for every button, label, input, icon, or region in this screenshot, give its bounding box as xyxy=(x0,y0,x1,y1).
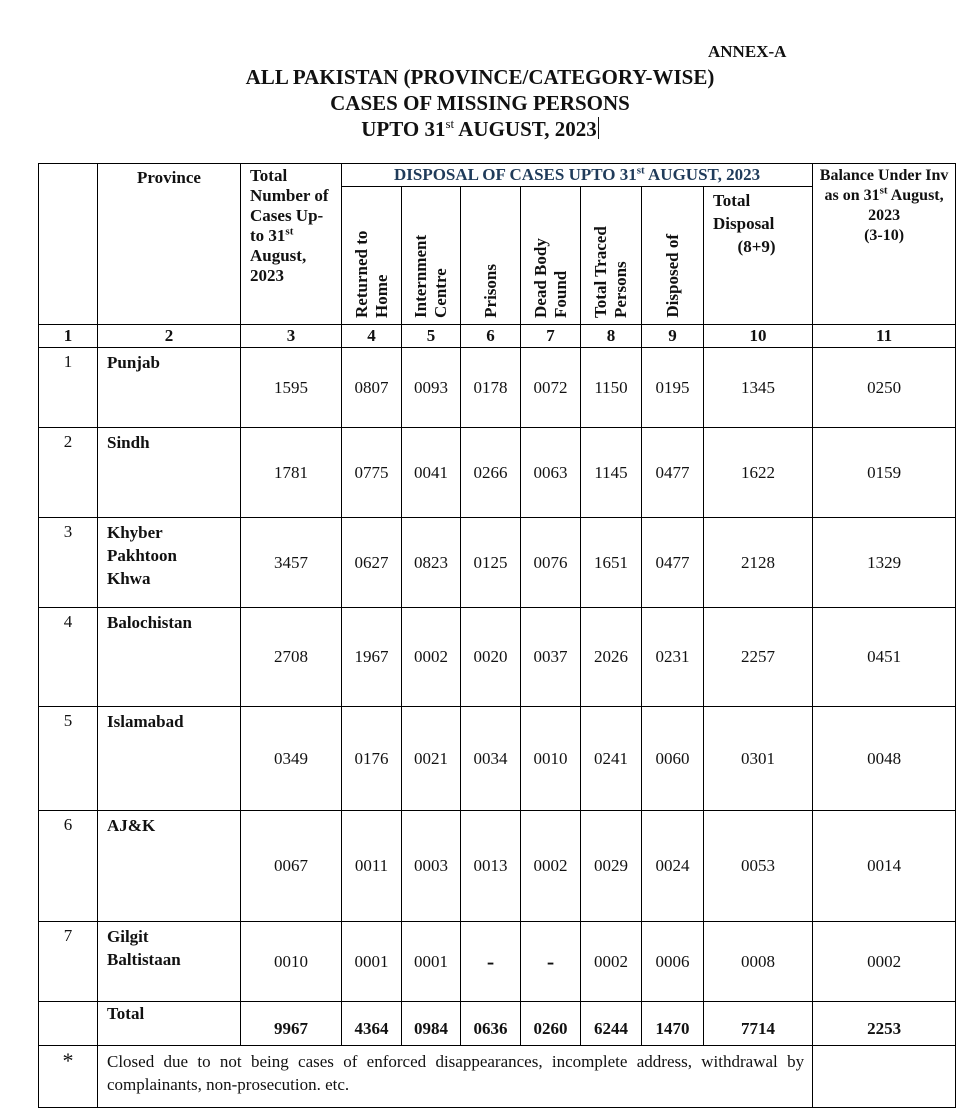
note-text: Closed due to not being cases of enforced disappearances, incomplete address, withdrawal by complainants, non-prosecution. etc. xyxy=(98,1046,813,1108)
cell-dead-body: 0072 xyxy=(521,348,581,428)
cell-internment: 0093 xyxy=(402,348,461,428)
header-total-disposal xyxy=(704,187,813,325)
header-total-cases-pre: Total Number of Cases Up-to 31 xyxy=(250,166,329,245)
row-province: Punjab xyxy=(98,348,241,428)
cell-internment: 0021 xyxy=(402,707,461,811)
cell-traced: 0002 xyxy=(581,922,642,1002)
column-number: 10 xyxy=(704,325,813,348)
title-line-3 xyxy=(0,116,960,142)
title-line-3-post: AUGUST, 2023 xyxy=(454,117,597,141)
header-disposed-of-cell xyxy=(642,187,704,325)
row-province: AJ&K xyxy=(98,811,241,922)
cell-traced: 0241 xyxy=(581,707,642,811)
column-number: 2 xyxy=(98,325,241,348)
cell-disposed: 0195 xyxy=(642,348,704,428)
header-total-disposal-sub: (8+9) xyxy=(737,237,776,256)
cell-dead-body: 0037 xyxy=(521,608,581,707)
row-province: Balochistan xyxy=(98,608,241,707)
cell-internment: 0002 xyxy=(402,608,461,707)
cell-balance: 0159 xyxy=(813,428,956,518)
cell-total-disposal: 1345 xyxy=(704,348,813,428)
header-disposal-title xyxy=(342,164,813,187)
total-prisons: 0636 xyxy=(461,1002,521,1046)
header-province: Province xyxy=(98,164,241,325)
cell-prisons: 0125 xyxy=(461,518,521,608)
missing-persons-table xyxy=(38,163,956,1108)
note-marker: * xyxy=(39,1046,98,1108)
table-row xyxy=(39,608,956,707)
row-sno: 4 xyxy=(39,608,98,707)
cell-internment: 0003 xyxy=(402,811,461,922)
row-sno: 2 xyxy=(39,428,98,518)
cell-internment: 0001 xyxy=(402,922,461,1002)
title-line-2: CASES OF MISSING PERSONS xyxy=(330,91,630,115)
table-row xyxy=(39,922,956,1002)
total-traced: 6244 xyxy=(581,1002,642,1046)
cell-disposed: 0477 xyxy=(642,518,704,608)
header-disposal-post: AUGUST, 2023 xyxy=(644,165,761,184)
cell-balance: 0451 xyxy=(813,608,956,707)
cell-disposed: 0231 xyxy=(642,608,704,707)
column-number: 3 xyxy=(241,325,342,348)
header-disposal-sup: st xyxy=(636,164,645,177)
cell-total-disposal: 0053 xyxy=(704,811,813,922)
column-number: 1 xyxy=(39,325,98,348)
row-sno: 6 xyxy=(39,811,98,922)
cell-internment: 0823 xyxy=(402,518,461,608)
row-sno: 1 xyxy=(39,348,98,428)
cell-total-disposal: 2257 xyxy=(704,608,813,707)
header-balance-pre: Balance Under Inv as on 31 xyxy=(819,167,949,204)
cell-disposed: 0477 xyxy=(642,428,704,518)
document-title xyxy=(0,64,960,142)
header-returned: Returned to Home xyxy=(351,230,391,318)
title-line-3-sup: st xyxy=(445,116,455,131)
cell-returned: 0176 xyxy=(342,707,402,811)
header-internment-cell xyxy=(402,187,461,325)
cell-dead-body: 0010 xyxy=(521,707,581,811)
total-balance: 2253 xyxy=(813,1002,956,1046)
cell-dead-body: 0063 xyxy=(521,428,581,518)
header-total-cases-post: August, 2023 xyxy=(250,246,307,285)
cell-balance: 0002 xyxy=(813,922,956,1002)
cell-total: 0067 xyxy=(241,811,342,922)
cell-returned: 0775 xyxy=(342,428,402,518)
header-prisons: Prisons xyxy=(480,264,500,318)
cell-total: 2708 xyxy=(241,608,342,707)
cell-internment: 0041 xyxy=(402,428,461,518)
note-empty-cell xyxy=(813,1046,956,1108)
cell-balance: 0250 xyxy=(813,348,956,428)
column-number: 5 xyxy=(402,325,461,348)
cell-prisons: - xyxy=(461,922,521,1002)
cell-total: 1595 xyxy=(241,348,342,428)
header-total-cases-sup: st xyxy=(285,225,294,238)
header-disposal-pre: DISPOSAL OF CASES UPTO 31 xyxy=(393,165,637,184)
row-sno: 3 xyxy=(39,518,98,608)
header-sno xyxy=(39,164,98,325)
cell-traced: 1150 xyxy=(581,348,642,428)
cell-total-disposal: 0301 xyxy=(704,707,813,811)
column-number: 7 xyxy=(521,325,581,348)
header-balance-sub: (3-10) xyxy=(864,227,905,244)
cell-total: 1781 xyxy=(241,428,342,518)
cell-dead-body: 0002 xyxy=(521,811,581,922)
title-line-3-pre: UPTO 31 xyxy=(361,117,446,141)
title-line-1: ALL PAKISTAN (PROVINCE/CATEGORY-WISE) xyxy=(245,65,715,89)
header-row-1 xyxy=(39,164,956,187)
total-total-disposal: 7714 xyxy=(704,1002,813,1046)
annex-label: ANNEX-A xyxy=(708,42,787,61)
row-sno: 5 xyxy=(39,707,98,811)
header-total-traced: Total Traced Persons xyxy=(591,226,630,318)
total-disposed: 1470 xyxy=(642,1002,704,1046)
cell-traced: 0029 xyxy=(581,811,642,922)
header-total-traced-cell xyxy=(581,187,642,325)
header-disposed-of: Disposed of xyxy=(662,234,682,318)
cell-prisons: 0178 xyxy=(461,348,521,428)
header-internment: Internment Centre xyxy=(411,234,450,318)
table-row xyxy=(39,428,956,518)
table-row xyxy=(39,811,956,922)
cell-total-disposal: 1622 xyxy=(704,428,813,518)
cell-traced: 1145 xyxy=(581,428,642,518)
column-number: 6 xyxy=(461,325,521,348)
cell-balance: 0014 xyxy=(813,811,956,922)
header-total-disposal-label: Total Disposal xyxy=(713,191,775,233)
cell-returned: 0011 xyxy=(342,811,402,922)
cell-prisons: 0266 xyxy=(461,428,521,518)
cell-traced: 1651 xyxy=(581,518,642,608)
cell-prisons: 0034 xyxy=(461,707,521,811)
row-province: Gilgit Baltistaan xyxy=(98,922,241,1002)
cell-balance: 1329 xyxy=(813,518,956,608)
row-province: Khyber Pakhtoon Khwa xyxy=(98,518,241,608)
column-number: 9 xyxy=(642,325,704,348)
cell-returned: 0627 xyxy=(342,518,402,608)
cell-prisons: 0020 xyxy=(461,608,521,707)
total-row xyxy=(39,1002,956,1046)
cell-disposed: 0060 xyxy=(642,707,704,811)
cell-total-disposal: 0008 xyxy=(704,922,813,1002)
cell-dead-body: 0076 xyxy=(521,518,581,608)
cell-total: 0010 xyxy=(241,922,342,1002)
total-returned: 4364 xyxy=(342,1002,402,1046)
cell-disposed: 0006 xyxy=(642,922,704,1002)
cell-prisons: 0013 xyxy=(461,811,521,922)
cell-total: 3457 xyxy=(241,518,342,608)
cell-returned: 1967 xyxy=(342,608,402,707)
header-balance-post: August, 2023 xyxy=(868,187,944,224)
cell-total-disposal: 2128 xyxy=(704,518,813,608)
row-sno: 7 xyxy=(39,922,98,1002)
total-label: Total xyxy=(98,1002,241,1046)
table-row xyxy=(39,348,956,428)
header-total-cases xyxy=(241,164,342,325)
cell-traced: 2026 xyxy=(581,608,642,707)
cell-total: 0349 xyxy=(241,707,342,811)
total-cases: 9967 xyxy=(241,1002,342,1046)
text-cursor xyxy=(598,117,599,139)
total-dead-body: 0260 xyxy=(521,1002,581,1046)
cell-dead-body: - xyxy=(521,922,581,1002)
row-province: Sindh xyxy=(98,428,241,518)
column-number: 8 xyxy=(581,325,642,348)
table-row xyxy=(39,707,956,811)
header-prisons-cell xyxy=(461,187,521,325)
column-number: 4 xyxy=(342,325,402,348)
cell-balance: 0048 xyxy=(813,707,956,811)
cell-returned: 0807 xyxy=(342,348,402,428)
note-row xyxy=(39,1046,956,1108)
header-dead-body-cell xyxy=(521,187,581,325)
header-balance-sup: st xyxy=(879,184,888,197)
total-internment: 0984 xyxy=(402,1002,461,1046)
header-dead-body: Dead Body Found xyxy=(530,238,570,318)
header-balance xyxy=(813,164,956,325)
table-row xyxy=(39,518,956,608)
cell-disposed: 0024 xyxy=(642,811,704,922)
row-province: Islamabad xyxy=(98,707,241,811)
cell-returned: 0001 xyxy=(342,922,402,1002)
header-returned-cell xyxy=(342,187,402,325)
total-sno xyxy=(39,1002,98,1046)
column-number-row xyxy=(39,325,956,348)
column-number: 11 xyxy=(813,325,956,348)
